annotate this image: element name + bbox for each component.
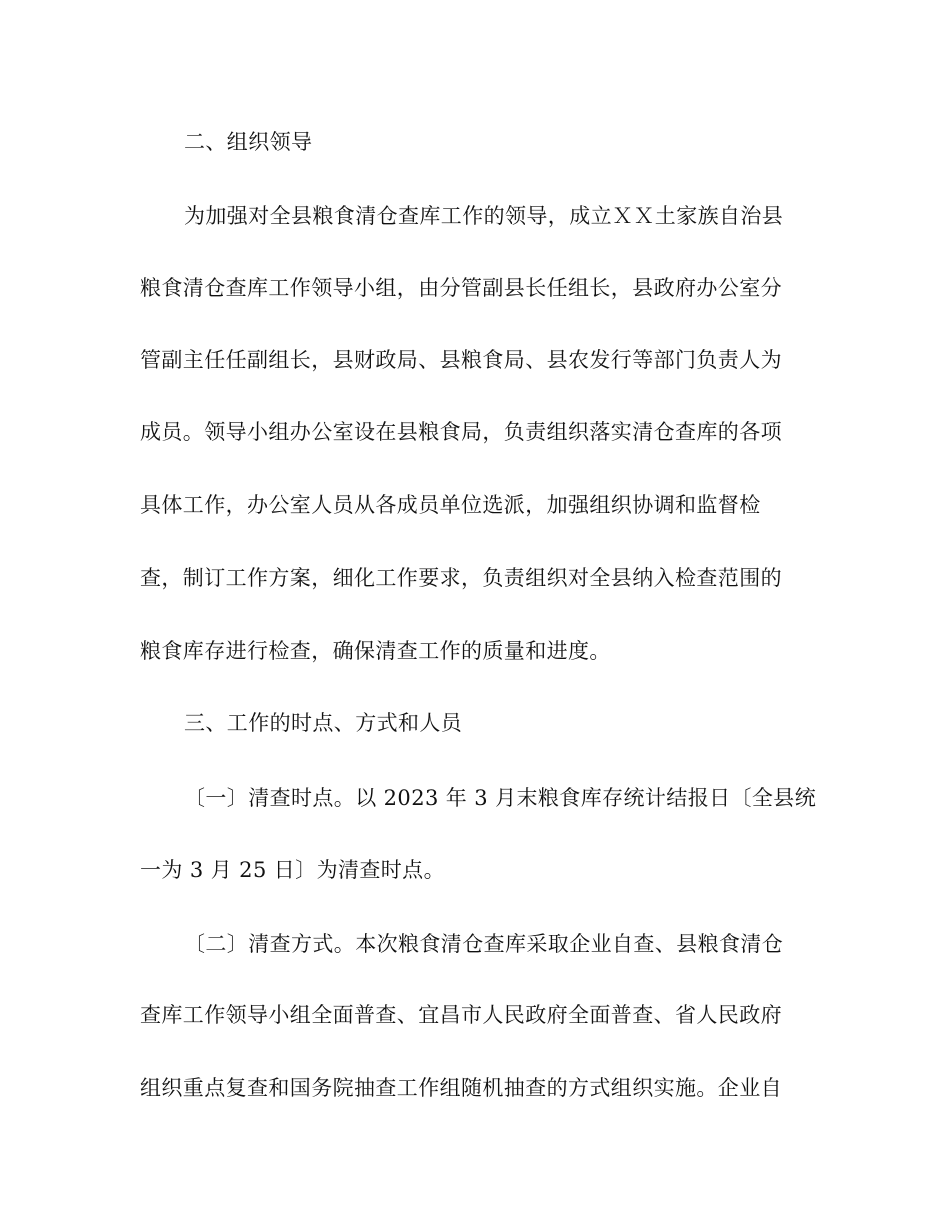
paragraph-line: 粮食库存进行检查，确保清查工作的质量和进度。 bbox=[140, 639, 611, 663]
section-heading-timing: 三、工作的时点、方式和人员 bbox=[184, 711, 463, 735]
paragraph-line: 管副主任任副组长，县财政局、县粮食局、县农发行等部门负责人为 bbox=[140, 348, 782, 372]
paragraph-line: 为加强对全县粮食清仓查库工作的领导，成立ＸＸ土家族自治县 bbox=[184, 204, 784, 228]
paragraph-line: 具体工作，办公室人员从各成员单位选派，加强组织协调和监督检 bbox=[140, 493, 761, 517]
paragraph-line: 〔二〕清查方式。本次粮食清仓查库采取企业自查、县粮食清仓 bbox=[184, 932, 784, 956]
paragraph-line: 组织重点复查和国务院抽查工作组随机抽查的方式组织实施。企业自 bbox=[140, 1076, 782, 1100]
paragraph-line: 〔一〕清查时点。以 2023 年 3 月末粮食库存统计结报日〔全县统 bbox=[184, 786, 817, 810]
paragraph-line: 查库工作领导小组全面普查、宜昌市人民政府全面普查、省人民政府 bbox=[140, 1003, 782, 1027]
paragraph-line: 查，制订工作方案，细化工作要求，负责组织对全县纳入检查范围的 bbox=[140, 566, 782, 590]
paragraph-line: 粮食清仓查库工作领导小组，由分管副县长任组长，县政府办公室分 bbox=[140, 276, 782, 300]
section-heading-organization: 二、组织领导 bbox=[184, 130, 313, 154]
paragraph-line: 一为 3 月 25 日〕为清查时点。 bbox=[140, 858, 445, 882]
paragraph-line: 成员。领导小组办公室设在县粮食局，负责组织落实清仓查库的各项 bbox=[140, 420, 782, 444]
